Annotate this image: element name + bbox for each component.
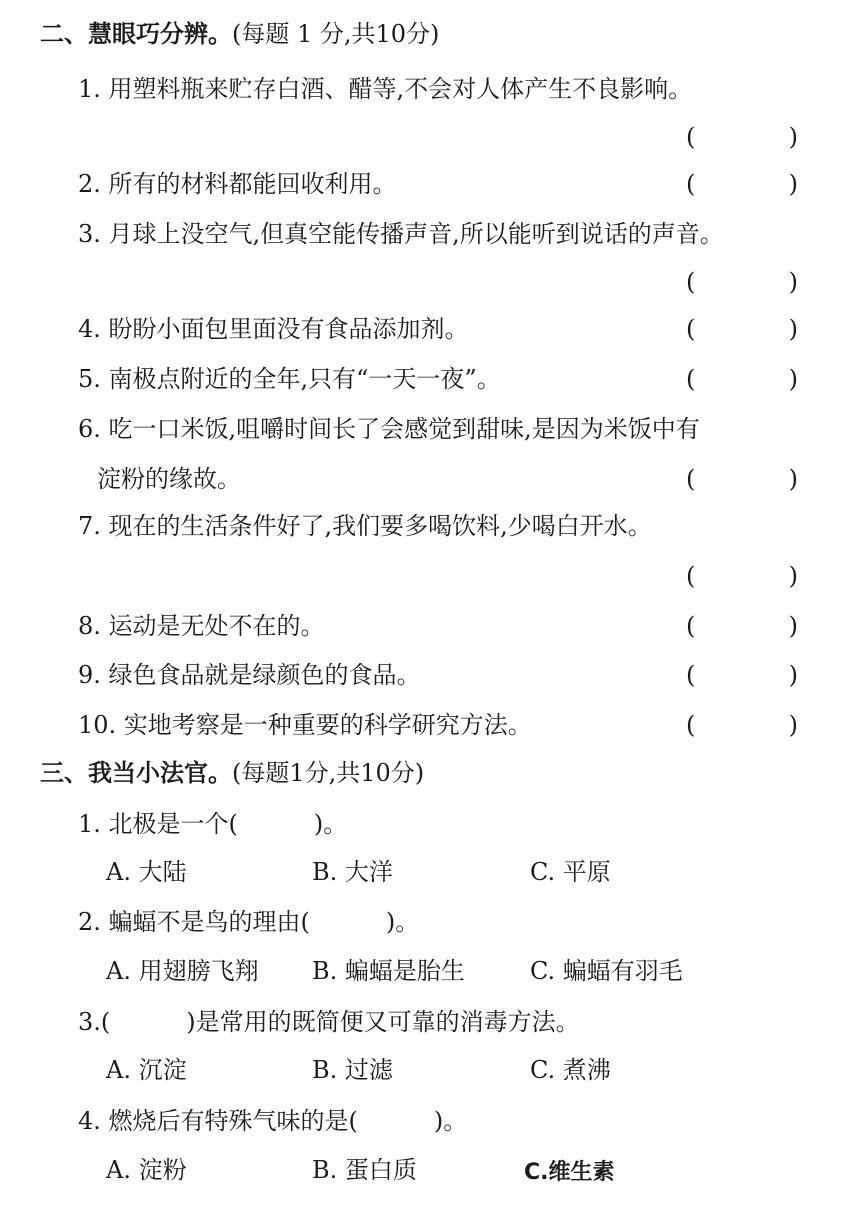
judge-question-2: 2. 所有的材料都能回收利用。 <box>78 170 397 198</box>
judge-question-5: 5. 南极点附近的全年,只有“一天一夜”。 <box>78 365 501 393</box>
question-stem-end: )。 <box>313 810 348 838</box>
section-3-note: (每题1分,共10分) <box>232 759 425 787</box>
choice-question-2 <box>78 906 419 938</box>
judge-question-8: 8. 运动是无处不在的。 <box>78 612 325 640</box>
choice-1-option-a[interactable]: A. 大陆 <box>106 858 187 886</box>
judge-question-9: 9. 绿色食品就是绿颜色的食品。 <box>78 661 421 689</box>
section-2-heading: 二、慧眼巧分辨。 <box>40 19 232 48</box>
judge-question-6: 6. 吃一口米饭,咀嚼时间长了会感觉到甜味,是因为米饭中有 <box>78 415 700 443</box>
left-paren: ( <box>686 170 696 198</box>
left-paren: ( <box>686 661 696 689</box>
judge-question-7: 7. 现在的生活条件好了,我们要多喝饮料,少喝白开水。 <box>78 512 652 540</box>
choice-3-option-b[interactable]: B. 过滤 <box>312 1056 393 1084</box>
left-paren: ( <box>686 268 696 296</box>
right-paren: ) <box>788 315 798 343</box>
right-paren: ) <box>788 170 798 198</box>
answer-bracket-2[interactable] <box>686 168 798 200</box>
right-paren: ) <box>788 365 798 393</box>
judge-question-10: 10. 实地考察是一种重要的科学研究方法。 <box>78 711 532 739</box>
choice-question-1 <box>78 808 347 840</box>
choice-4-option-a[interactable]: A. 淀粉 <box>106 1156 187 1184</box>
answer-bracket-8[interactable] <box>686 610 798 642</box>
answer-bracket-5[interactable] <box>686 363 798 395</box>
choice-3-option-a[interactable]: A. 沉淀 <box>106 1056 187 1084</box>
choice-2-option-b[interactable]: B. 蝙蝠是胎生 <box>312 957 465 985</box>
question-stem-start: 3.( <box>78 1008 111 1036</box>
section-2-title <box>40 18 439 50</box>
judge-question-3: 3. 月球上没空气,但真空能传播声音,所以能听到说话的声音。 <box>78 220 724 248</box>
question-stem-start: 2. 蝙蝠不是鸟的理由( <box>78 908 310 936</box>
right-paren: ) <box>788 268 798 296</box>
left-paren: ( <box>686 465 696 493</box>
choice-question-4 <box>78 1105 467 1137</box>
choice-2-option-a[interactable]: A. 用翅膀飞翔 <box>106 957 259 985</box>
answer-bracket-9[interactable] <box>686 659 798 691</box>
right-paren: ) <box>788 465 798 493</box>
left-paren: ( <box>686 365 696 393</box>
question-stem-start: 4. 燃烧后有特殊气味的是( <box>78 1107 358 1135</box>
left-paren: ( <box>686 562 696 590</box>
right-paren: ) <box>788 123 798 151</box>
question-stem-end: )是常用的既简便又可靠的消毒方法。 <box>186 1008 580 1036</box>
answer-bracket-7[interactable] <box>686 560 798 592</box>
choice-1-option-b[interactable]: B. 大洋 <box>312 858 393 886</box>
choice-1-option-c[interactable]: C. 平原 <box>530 858 611 886</box>
choice-2-option-c[interactable]: C. 蝙蝠有羽毛 <box>530 957 683 985</box>
left-paren: ( <box>686 711 696 739</box>
question-stem-end: )。 <box>433 1107 468 1135</box>
left-paren: ( <box>686 123 696 151</box>
right-paren: ) <box>788 711 798 739</box>
answer-bracket-3[interactable] <box>686 266 798 298</box>
answer-bracket-6[interactable] <box>686 463 798 495</box>
choice-4-option-b[interactable]: B. 蛋白质 <box>312 1156 417 1184</box>
answer-bracket-10[interactable] <box>686 709 798 741</box>
judge-question-1: 1. 用塑料瓶来贮存白酒、醋等,不会对人体产生不良影响。 <box>78 75 693 103</box>
right-paren: ) <box>788 562 798 590</box>
answer-bracket-1[interactable] <box>686 121 798 153</box>
right-paren: ) <box>788 661 798 689</box>
choice-3-option-c[interactable]: C. 煮沸 <box>530 1056 611 1084</box>
question-stem-end: )。 <box>385 908 420 936</box>
choice-question-3 <box>78 1006 580 1038</box>
answer-bracket-4[interactable] <box>686 313 798 345</box>
choice-4-option-c[interactable]: C.维生素 <box>524 1160 615 1185</box>
judge-question-6-continued: 淀粉的缘故。 <box>97 465 241 493</box>
section-2-note: (每题 1 分,共10分) <box>232 20 440 48</box>
left-paren: ( <box>686 315 696 343</box>
section-3-title <box>40 757 424 789</box>
judge-question-4: 4. 盼盼小面包里面没有食品添加剂。 <box>78 315 469 343</box>
section-3-heading: 三、我当小法官。 <box>40 758 232 787</box>
left-paren: ( <box>686 612 696 640</box>
question-stem-start: 1. 北极是一个( <box>78 810 238 838</box>
right-paren: ) <box>788 612 798 640</box>
